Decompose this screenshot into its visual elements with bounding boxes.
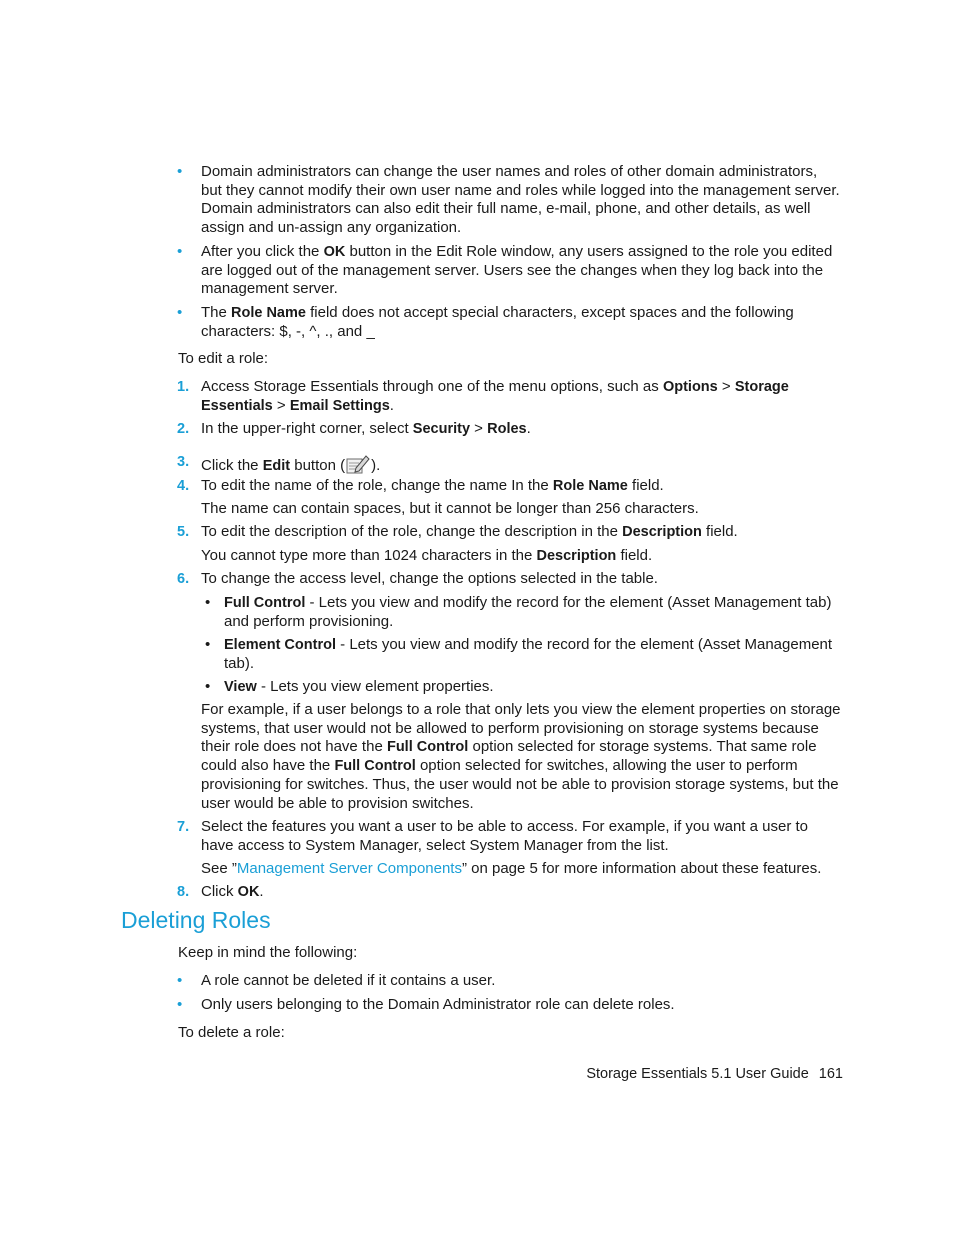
sub-bullet-marker: • — [205, 594, 211, 611]
option-view: View - Lets you view element properties. — [224, 678, 494, 695]
bullet-item: The Role Name field does not accept special characters, except spaces and the following characters: $, -, ^, ., and _ — [201, 304, 794, 340]
step-4: To edit the name of the role, change the name In the Role Name field. — [201, 477, 664, 494]
step-5: To edit the description of the role, change the description in the Description field. — [201, 523, 738, 540]
step-number: 4. — [177, 478, 190, 494]
step-5-note: You cannot type more than 1024 characters in the Description field. — [201, 547, 653, 564]
step-number: 3. — [177, 454, 190, 470]
step-number: 6. — [177, 571, 190, 587]
step-6: To change the access level, change the options selected in the table. — [201, 570, 658, 587]
step-1: Access Storage Essentials through one of the menu options, such as Options > Storage Essentials > Email Settings. — [201, 378, 789, 414]
bullet-marker: • — [177, 243, 183, 260]
bullet-marker: • — [177, 972, 183, 989]
step-4-note: The name can contain spaces, but it cannot be longer than 256 characters. — [201, 500, 699, 517]
step-number: 1. — [177, 379, 190, 395]
management-server-components-link[interactable]: Management Server Components — [236, 860, 462, 877]
intro-edit-role: To edit a role: — [178, 350, 269, 367]
bullet-item: Domain administrators can change the user names and roles of other domain administrators, but they cannot modify their own user name and roles while logged into the management server. Domain administrators can also edit their full name, e-mail, phone, and other details, as well assign and un-assign any organization. — [201, 163, 840, 237]
step-number: 2. — [177, 421, 190, 437]
step-7-see-also: See ”Management Server Components” on page 5 for more information about these features. — [201, 860, 822, 877]
keep-in-mind: Keep in mind the following: — [178, 944, 358, 961]
step-7: Select the features you want a user to be able to access. For example, if you want a user to have access to System Manager, select System Manager from the list. — [201, 818, 808, 854]
bullet-marker: • — [177, 996, 183, 1013]
edit-pencil-icon — [345, 453, 371, 475]
bullet-item: Only users belonging to the Domain Administrator role can delete roles. — [201, 996, 675, 1013]
step-6-example: For example, if a user belongs to a role that only lets you view the element properties on storage systems, that user would not be allowed to perform provisioning on storage systems because their role does not have the Full Control option selected for storage systems. That same role could also have the Full Control option selected for switches, allowing the user to perform provisioning for switches. Thus, the user would not be able to provision storage systems, but the user would be able to provision switches. — [201, 701, 841, 812]
step-number: 7. — [177, 819, 190, 835]
step-number: 8. — [177, 884, 190, 900]
step-8: Click OK. — [201, 883, 264, 900]
step-3: Click the Edit button ( ). — [201, 453, 841, 476]
option-element-control: Element Control - Lets you view and modify the record for the element (Asset Management tab). — [224, 636, 833, 672]
bullet-marker: • — [177, 163, 183, 180]
page-footer — [540, 1066, 843, 1082]
intro-delete-role: To delete a role: — [178, 1024, 285, 1041]
step-number: 5. — [177, 524, 190, 540]
sub-bullet-marker: • — [205, 678, 211, 695]
page-number: 161 — [818, 1066, 843, 1082]
bullet-item: After you click the OK button in the Edit Role window, any users assigned to the role you edited are logged out of the management server. Users see the changes when they log back into the management server. — [201, 243, 833, 298]
sub-bullet-marker: • — [205, 636, 211, 653]
bullet-marker: • — [177, 304, 183, 321]
footer-title: Storage Essentials 5.1 User Guide — [586, 1066, 809, 1082]
step-2: In the upper-right corner, select Security > Roles. — [201, 420, 531, 437]
bullet-item: A role cannot be deleted if it contains a user. — [201, 972, 496, 989]
option-full-control: Full Control - Lets you view and modify the record for the element (Asset Management tab) and perform provisioning. — [224, 594, 832, 630]
section-heading: Deleting Roles — [121, 907, 271, 933]
